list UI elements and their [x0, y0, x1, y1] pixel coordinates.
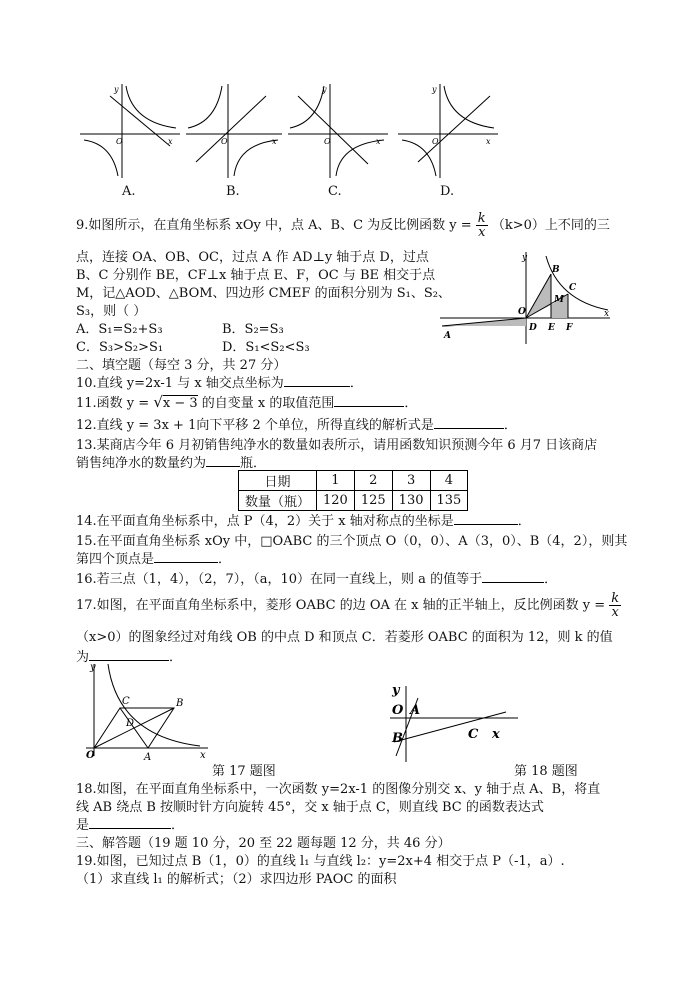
section-2-heading: 二、填空题（每空 3 分，共 27 分） [76, 358, 287, 373]
table-cell: 3 [392, 471, 430, 491]
q19-line1: 19.如图，已知过点 B（1，0）的直线 l₁ 与直线 l₂：y=2x+4 相交于点 P（-1，a）. [76, 854, 565, 869]
option-graph-d [398, 82, 498, 178]
q9-option-c: C．S₃>S₂>S₁ [76, 340, 164, 355]
table-cell: 135 [430, 491, 468, 511]
svg-text:O: O [116, 137, 123, 146]
q15-line2: 第四个顶点是 ． [76, 548, 231, 567]
svg-text:x: x [486, 137, 491, 146]
q15-line1: 15.在平面直角坐标系 xOy 中，□OABC 的三个顶点 O（0，0）、A（3，0）、B（4，2），则其 [76, 534, 628, 549]
q9-fraction: $\frac{k}{x}$ [477, 211, 486, 240]
table-cell: 4 [430, 471, 468, 491]
svg-text:O: O [392, 703, 404, 718]
svg-text:O: O [324, 137, 331, 146]
q13-line1: 13.某商店今年 6 月初销售纯净水的数量如表所示，请用函数知识预测今年 6 月7 日该商店 [76, 438, 598, 453]
svg-text:M: M [554, 295, 564, 305]
q18-line2: 线 AB 绕点 B 按顺时针方向旋转 45°，交 x 轴于点 C，则直线 BC 的函数表达式 [76, 800, 544, 815]
svg-text:y: y [522, 253, 528, 263]
option-label-a: A. [122, 184, 136, 199]
svg-text:O: O [86, 750, 95, 761]
q17-fraction: $\frac{k}{x}$ [611, 591, 620, 620]
svg-text:O: O [432, 137, 439, 146]
svg-text:B: B [552, 265, 560, 275]
svg-text:y: y [432, 85, 437, 94]
q9-option-a: A．S₁=S₂+S₃ [76, 322, 163, 337]
q17-figure [82, 660, 212, 763]
q18-caption: 第 18 题图 [514, 764, 578, 779]
svg-text:E: E [548, 323, 555, 333]
svg-text:C: C [569, 283, 577, 293]
svg-text:C: C [468, 727, 479, 742]
svg-text:D: D [529, 323, 537, 333]
q9-line3: B、C 分别作 BE，CF⊥x 轴于点 E、F，OC 与 BE 相交于点 [76, 268, 436, 283]
table-cell: 120 [317, 491, 355, 511]
q16: 16.若三点（1，4），（2，7），（a，10）在同一直线上，则 a 的值等于 ． [76, 568, 557, 587]
q18-line3: 是 ． [76, 814, 184, 833]
svg-text:A: A [144, 752, 152, 763]
q11: 11.函数 y = √x − 3 的自变量 x 的取值范围 ． [76, 393, 418, 411]
svg-text:y: y [90, 662, 96, 673]
svg-text:x: x [604, 309, 610, 319]
q9-option-b: B．S₂=S₃ [222, 322, 284, 337]
q9-figure [438, 250, 614, 346]
svg-text:y: y [114, 85, 119, 94]
svg-text:x: x [376, 137, 381, 146]
svg-text:F: F [566, 323, 573, 333]
svg-text:x: x [168, 137, 173, 146]
q17-line1: 17.如图，在平面直角坐标系中，菱形 OABC 的边 OA 在 x 轴的正半轴上，反比例函数 y = $\frac{k}{x}$ [76, 591, 620, 620]
svg-text:y: y [322, 85, 327, 94]
q17-line2: （x>0）的图象经过对角线 OB 的中点 D 和顶点 C．若菱形 OABC 的面积为 12，则 k 的值 [76, 630, 613, 645]
table-cell: 1 [317, 471, 355, 491]
q13-line2: 销售纯净水的数量约为 瓶． [76, 452, 266, 471]
q12: 12.直线 y = 3x + 1向下平移 2 个单位，所得直线的解析式是 ． [76, 414, 517, 433]
svg-text:y: y [392, 683, 400, 698]
q9-line4: M，记△AOD、△BOM、四边形 CMEF 的面积分别为 S₁、S₂、 [76, 286, 451, 301]
q18-figure [380, 684, 520, 764]
q17-caption: 第 17 题图 [212, 764, 276, 779]
q9-line5: S₃，则（ ） [76, 304, 147, 319]
option-graph-c [288, 82, 388, 178]
q19-line2: （1）求直线 l₁ 的解析式；（2）求四边形 PAOC 的面积 [76, 872, 397, 887]
q9-line1: 9.如图所示，在直角坐标系 xOy 中，点 A、B、C 为反比例函数 y = $\frac{k}{x}$ （k>0）上不同的三 [76, 211, 610, 240]
q17-line3: 为 ． [76, 646, 182, 665]
q13-sales-table [238, 470, 468, 511]
q9-option-d: D．S₁<S₂<S₃ [222, 340, 310, 355]
table-cell: 2 [354, 471, 392, 491]
q18-line1: 18.如图，在平面直角坐标系中，一次函数 y=2x-1 的图像分别交 x、y 轴于点 A、B，将直 [76, 782, 601, 797]
table-row [239, 491, 468, 511]
svg-text:O: O [518, 307, 526, 317]
table-cell: 日期 [239, 471, 317, 491]
option-graph-a [80, 82, 180, 178]
svg-text:B: B [176, 698, 184, 709]
option-label-d: D. [440, 184, 455, 199]
table-cell: 125 [354, 491, 392, 511]
svg-text:x: x [492, 727, 500, 742]
q10: 10.直线 y=2x-1 与 x 轴交点坐标为 ． [76, 372, 363, 391]
svg-text:x: x [200, 750, 206, 761]
svg-text:D: D [126, 718, 135, 729]
svg-text:C: C [122, 696, 130, 707]
option-label-b: B. [226, 184, 240, 199]
table-cell: 数量（瓶） [239, 491, 317, 511]
svg-text:x: x [272, 137, 277, 146]
svg-text:B: B [392, 731, 403, 746]
svg-text:A: A [444, 331, 451, 341]
q9-line2: 点，连接 OA、OB、OC，过点 A 作 AD⊥y 轴于点 D，过点 [76, 250, 429, 265]
section-3-heading: 三、解答题（19 题 10 分，20 至 22 题每题 12 分，共 46 分） [76, 836, 451, 851]
svg-text:O: O [221, 137, 228, 146]
svg-text:A: A [410, 703, 421, 718]
q14: 14.在平面直角坐标系中，点 P（4，2）关于 x 轴对称点的坐标是 ． [76, 510, 531, 529]
option-label-c: C. [328, 184, 342, 199]
table-cell: 130 [392, 491, 430, 511]
option-graph-b [186, 82, 282, 178]
table-row [239, 471, 468, 491]
